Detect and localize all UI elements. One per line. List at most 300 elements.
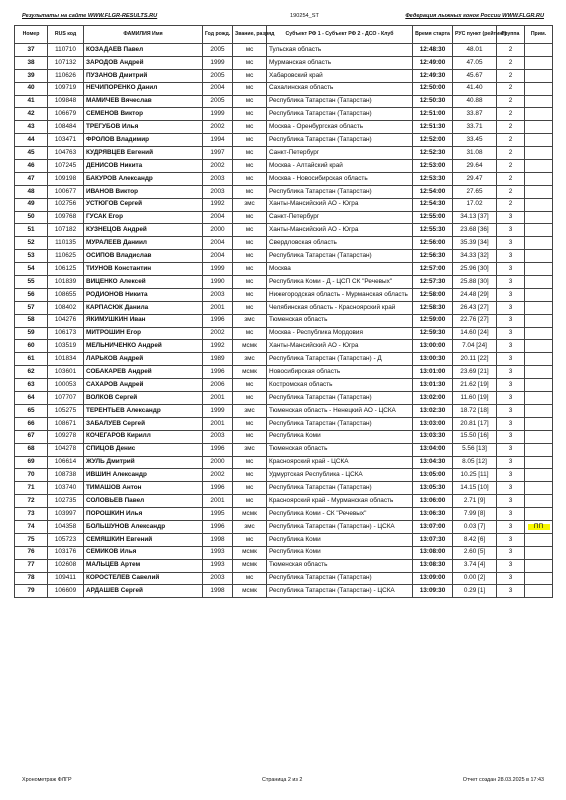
rus-code-cell: 107182 [48, 224, 84, 237]
athlete-name-cell: УСТЮГОВ Сергей [84, 198, 203, 211]
birth-year-cell: 2001 [203, 417, 233, 430]
start-time-cell: 12:50:30 [413, 95, 453, 108]
group-cell: 3 [497, 250, 525, 263]
table-row [15, 224, 553, 237]
bib-number-cell: 52 [15, 237, 48, 250]
note-cell [525, 430, 553, 443]
region-cell: Республика Коми - СК "Речевых" [267, 508, 413, 521]
bib-number-cell: 61 [15, 353, 48, 366]
bib-number-cell: 51 [15, 224, 48, 237]
bib-number-cell: 46 [15, 160, 48, 173]
group-cell: 3 [497, 224, 525, 237]
note-cell [525, 456, 553, 469]
table-row [15, 520, 553, 533]
birth-year-cell: 2001 [203, 301, 233, 314]
table-row [15, 172, 553, 185]
group-cell: 3 [497, 314, 525, 327]
bib-number-cell: 59 [15, 327, 48, 340]
birth-year-cell: 1995 [203, 508, 233, 521]
rus-code-cell: 108655 [48, 288, 84, 301]
group-cell: 3 [497, 301, 525, 314]
group-cell: 3 [497, 327, 525, 340]
group-cell: 3 [497, 288, 525, 301]
rank-cell: мсмк [233, 585, 267, 598]
bib-number-cell: 53 [15, 250, 48, 263]
rank-cell: мс [233, 301, 267, 314]
start-time-cell: 13:07:30 [413, 533, 453, 546]
rank-cell: мс [233, 134, 267, 147]
birth-year-cell: 2002 [203, 327, 233, 340]
start-time-cell: 12:58:30 [413, 301, 453, 314]
rank-cell: мс [233, 495, 267, 508]
table-row [15, 44, 553, 57]
region-cell: Республика Татарстан (Татарстан) [267, 392, 413, 405]
event-code: 190254_ST [290, 13, 319, 19]
col-header-region: Субъект РФ 1 - Субъект РФ 2 - ДСО - Клуб [267, 26, 413, 44]
rank-cell: мсмк [233, 559, 267, 572]
athlete-name-cell: КОЧЕГАРОВ Кирилл [84, 430, 203, 443]
table-row [15, 288, 553, 301]
rank-cell: мс [233, 224, 267, 237]
birth-year-cell: 2004 [203, 211, 233, 224]
athlete-name-cell: САХАРОВ Андрей [84, 379, 203, 392]
region-cell: Тюменская область [267, 559, 413, 572]
start-time-cell: 13:05:30 [413, 482, 453, 495]
birth-year-cell: 2001 [203, 392, 233, 405]
start-time-cell: 13:01:00 [413, 366, 453, 379]
table-row [15, 417, 553, 430]
group-cell: 2 [497, 82, 525, 95]
start-time-cell: 12:48:30 [413, 44, 453, 57]
birth-year-cell: 2006 [203, 379, 233, 392]
rus-code-cell: 108402 [48, 301, 84, 314]
rus-code-cell: 109198 [48, 172, 84, 185]
bib-number-cell: 54 [15, 263, 48, 276]
note-cell [525, 211, 553, 224]
group-cell: 2 [497, 134, 525, 147]
bib-number-cell: 41 [15, 95, 48, 108]
start-time-cell: 12:56:30 [413, 250, 453, 263]
region-cell: Тюменская область - Ненецкий АО - ЦСКА [267, 404, 413, 417]
rank-cell: мс [233, 417, 267, 430]
col-header-rank: Звание, разряд [233, 26, 267, 44]
group-cell: 3 [497, 417, 525, 430]
note-cell [525, 392, 553, 405]
table-row [15, 353, 553, 366]
rus-code-cell: 110625 [48, 250, 84, 263]
table-row [15, 508, 553, 521]
athlete-name-cell: СЕМЯШКИН Евгений [84, 533, 203, 546]
start-time-cell: 12:49:30 [413, 69, 453, 82]
region-cell: Тюменская область [267, 314, 413, 327]
note-cell [525, 250, 553, 263]
birth-year-cell: 1999 [203, 263, 233, 276]
birth-year-cell: 1998 [203, 585, 233, 598]
note-cell [525, 482, 553, 495]
table-row [15, 56, 553, 69]
start-time-cell: 13:09:30 [413, 585, 453, 598]
athlete-name-cell: ВОЛКОВ Сергей [84, 392, 203, 405]
region-cell: Тульская область [267, 44, 413, 57]
note-cell [525, 134, 553, 147]
region-cell: Красноярский край - ЦСКА [267, 456, 413, 469]
rus-points-cell: 0.03 [7] [453, 520, 497, 533]
table-row [15, 546, 553, 559]
birth-year-cell: 1992 [203, 340, 233, 353]
athlete-name-cell: МИТРОШИН Егор [84, 327, 203, 340]
birth-year-cell: 1990 [203, 276, 233, 289]
birth-year-cell: 2001 [203, 495, 233, 508]
rank-cell: мс [233, 147, 267, 160]
col-header-group: Группа [497, 26, 525, 44]
birth-year-cell: 1999 [203, 108, 233, 121]
athlete-name-cell: СОБАКАРЕВ Андрей [84, 366, 203, 379]
note-cell [525, 404, 553, 417]
federation-link[interactable]: Федерация лыжных гонок России WWW.FLGR.RU [405, 13, 544, 19]
start-list-table [14, 25, 553, 598]
athlete-name-cell: ПОРОШКИН Илья [84, 508, 203, 521]
start-time-cell: 13:09:00 [413, 572, 453, 585]
rus-points-cell: 40.88 [453, 95, 497, 108]
rank-cell: мс [233, 572, 267, 585]
rus-code-cell: 102735 [48, 495, 84, 508]
page-number: Страница 2 из 2 [262, 777, 303, 783]
region-cell: Ханты-Мансийский АО - Югра [267, 198, 413, 211]
bib-number-cell: 75 [15, 533, 48, 546]
bib-number-cell: 78 [15, 572, 48, 585]
table-row [15, 108, 553, 121]
note-cell [525, 44, 553, 57]
bib-number-cell: 70 [15, 469, 48, 482]
col-header-start-time: Время старта [413, 26, 453, 44]
group-cell: 3 [497, 572, 525, 585]
athlete-name-cell: ФРОЛОВ Владимир [84, 134, 203, 147]
note-badge: ПП [528, 524, 550, 530]
start-time-cell: 13:07:00 [413, 520, 453, 533]
rank-cell: змс [233, 314, 267, 327]
rus-code-cell: 106614 [48, 456, 84, 469]
region-cell: Республика Татарстан (Татарстан) [267, 95, 413, 108]
region-cell: Республика Татарстан (Татарстан) - ЦСКА [267, 520, 413, 533]
rus-code-cell: 104763 [48, 147, 84, 160]
rank-cell: мс [233, 288, 267, 301]
region-cell: Москва [267, 263, 413, 276]
region-cell: Республика Татарстан (Татарстан) [267, 134, 413, 147]
group-cell: 3 [497, 340, 525, 353]
athlete-name-cell: КУЗНЕЦОВ Андрей [84, 224, 203, 237]
group-cell: 2 [497, 95, 525, 108]
rus-points-cell: 15.50 [16] [453, 430, 497, 443]
region-cell: Санкт-Петербург [267, 211, 413, 224]
rus-code-cell: 102608 [48, 559, 84, 572]
region-cell: Хабаровский край [267, 69, 413, 82]
note-cell [525, 340, 553, 353]
athlete-name-cell: ТИМАШОВ Антон [84, 482, 203, 495]
note-cell [525, 121, 553, 134]
rus-code-cell: 105275 [48, 404, 84, 417]
page-header [22, 13, 544, 25]
rus-code-cell: 106173 [48, 327, 84, 340]
rus-points-cell: 14.15 [10] [453, 482, 497, 495]
athlete-name-cell: КАРПАСЮК Данила [84, 301, 203, 314]
rank-cell: мс [233, 250, 267, 263]
rus-points-cell: 7.99 [8] [453, 508, 497, 521]
start-time-cell: 13:04:30 [413, 456, 453, 469]
region-cell: Новосибирская область [267, 366, 413, 379]
note-cell [525, 508, 553, 521]
rus-points-cell: 47.05 [453, 56, 497, 69]
col-header-rus-points: РУС пункт (рейтинг) [453, 26, 497, 44]
region-cell: Красноярский край - Мурманская область [267, 495, 413, 508]
athlete-name-cell: ЛАРЬКОВ Андрей [84, 353, 203, 366]
note-cell [525, 443, 553, 456]
note-cell [525, 366, 553, 379]
rus-points-cell: 11.60 [19] [453, 392, 497, 405]
table-row [15, 263, 553, 276]
region-cell: Москва - Алтайский край [267, 160, 413, 173]
bib-number-cell: 47 [15, 172, 48, 185]
note-cell [525, 263, 553, 276]
rank-cell: мс [233, 263, 267, 276]
rus-points-cell: 41.40 [453, 82, 497, 95]
table-row [15, 430, 553, 443]
athlete-name-cell: КУДРЯВЦЕВ Евгений [84, 147, 203, 160]
group-cell: 3 [497, 353, 525, 366]
birth-year-cell: 2005 [203, 44, 233, 57]
athlete-name-cell: ВИЦЕНКО Алексей [84, 276, 203, 289]
rank-cell: мс [233, 108, 267, 121]
birth-year-cell: 2004 [203, 237, 233, 250]
group-cell: 3 [497, 508, 525, 521]
athlete-name-cell: ЖУЛЬ Дмитрий [84, 456, 203, 469]
birth-year-cell: 2003 [203, 572, 233, 585]
birth-year-cell: 2002 [203, 121, 233, 134]
rus-points-cell: 33.71 [453, 121, 497, 134]
athlete-name-cell: ЯКИМУШКИН Иван [84, 314, 203, 327]
rus-points-cell: 5.56 [13] [453, 443, 497, 456]
bib-number-cell: 71 [15, 482, 48, 495]
note-cell [525, 585, 553, 598]
timing-credit: Хронометраж ФЛГР [22, 777, 72, 783]
rus-code-cell: 109411 [48, 572, 84, 585]
region-cell: Удмуртская Республика - ЦСКА [267, 469, 413, 482]
athlete-name-cell: БАКУРОВ Александр [84, 172, 203, 185]
start-time-cell: 12:54:00 [413, 185, 453, 198]
birth-year-cell: 1994 [203, 134, 233, 147]
bib-number-cell: 68 [15, 443, 48, 456]
rus-code-cell: 104278 [48, 443, 84, 456]
start-time-cell: 12:59:00 [413, 314, 453, 327]
rus-points-cell: 35.39 [34] [453, 237, 497, 250]
rus-points-cell: 10.25 [11] [453, 469, 497, 482]
note-cell [525, 56, 553, 69]
athlete-name-cell: КОЗАДАЕВ Павел [84, 44, 203, 57]
col-header-number: Номер [15, 26, 48, 44]
start-time-cell: 12:54:30 [413, 198, 453, 211]
region-cell: Республика Коми [267, 430, 413, 443]
rus-points-cell: 20.11 [22] [453, 353, 497, 366]
note-cell [525, 520, 553, 533]
start-time-cell: 13:01:30 [413, 379, 453, 392]
bib-number-cell: 66 [15, 417, 48, 430]
athlete-name-cell: СОЛОВЬЕВ Павел [84, 495, 203, 508]
athlete-name-cell: ПУЗАНОВ Дмитрий [84, 69, 203, 82]
rus-points-cell: 45.67 [453, 69, 497, 82]
note-cell [525, 417, 553, 430]
bib-number-cell: 44 [15, 134, 48, 147]
rus-code-cell: 106125 [48, 263, 84, 276]
rank-cell: змс [233, 404, 267, 417]
birth-year-cell: 2005 [203, 95, 233, 108]
region-cell: Республика Коми [267, 533, 413, 546]
note-cell [525, 327, 553, 340]
table-row [15, 82, 553, 95]
group-cell: 3 [497, 211, 525, 224]
start-time-cell: 13:02:30 [413, 404, 453, 417]
group-cell: 3 [497, 469, 525, 482]
region-cell: Москва - Новосибирская область [267, 172, 413, 185]
athlete-name-cell: ЗАБАЛУЕВ Сергей [84, 417, 203, 430]
group-cell: 2 [497, 185, 525, 198]
bib-number-cell: 56 [15, 288, 48, 301]
bib-number-cell: 37 [15, 44, 48, 57]
rus-code-cell: 108738 [48, 469, 84, 482]
bib-number-cell: 74 [15, 520, 48, 533]
table-row [15, 443, 553, 456]
bib-number-cell: 69 [15, 456, 48, 469]
athlete-name-cell: МЕЛЬНИЧЕНКО Андрей [84, 340, 203, 353]
group-cell: 3 [497, 456, 525, 469]
athlete-name-cell: МАЛЬЦЕВ Артем [84, 559, 203, 572]
start-time-cell: 13:06:00 [413, 495, 453, 508]
birth-year-cell: 1993 [203, 546, 233, 559]
bib-number-cell: 42 [15, 108, 48, 121]
athlete-name-cell: СЕМЕНОВ Виктор [84, 108, 203, 121]
rus-points-cell: 48.01 [453, 44, 497, 57]
rus-code-cell: 109278 [48, 430, 84, 443]
rus-points-cell: 2.60 [5] [453, 546, 497, 559]
table-row [15, 250, 553, 263]
bib-number-cell: 55 [15, 276, 48, 289]
start-time-cell: 12:52:30 [413, 147, 453, 160]
rus-points-cell: 26.43 [27] [453, 301, 497, 314]
rus-points-cell: 33.87 [453, 108, 497, 121]
birth-year-cell: 2002 [203, 160, 233, 173]
bib-number-cell: 60 [15, 340, 48, 353]
rus-points-cell: 0.29 [1] [453, 585, 497, 598]
rank-cell: мс [233, 95, 267, 108]
table-row [15, 572, 553, 585]
col-header-name: ФАМИЛИЯ Имя [84, 26, 203, 44]
rus-points-cell: 24.48 [29] [453, 288, 497, 301]
region-cell: Санкт-Петербург [267, 147, 413, 160]
birth-year-cell: 1999 [203, 56, 233, 69]
table-row [15, 185, 553, 198]
group-cell: 3 [497, 495, 525, 508]
group-cell: 2 [497, 44, 525, 57]
athlete-name-cell: МАМИЧЕВ Вячеслав [84, 95, 203, 108]
bib-number-cell: 63 [15, 379, 48, 392]
rus-points-cell: 7.04 [24] [453, 340, 497, 353]
rank-cell: мс [233, 211, 267, 224]
note-cell [525, 288, 553, 301]
note-cell [525, 469, 553, 482]
note-cell [525, 495, 553, 508]
region-cell: Республика Татарстан (Татарстан) [267, 482, 413, 495]
group-cell: 3 [497, 366, 525, 379]
table-row [15, 95, 553, 108]
table-row [15, 198, 553, 211]
bib-number-cell: 67 [15, 430, 48, 443]
rank-cell: мс [233, 379, 267, 392]
group-cell: 3 [497, 404, 525, 417]
rus-points-cell: 29.47 [453, 172, 497, 185]
birth-year-cell: 2002 [203, 469, 233, 482]
start-time-cell: 13:08:30 [413, 559, 453, 572]
start-time-cell: 13:06:30 [413, 508, 453, 521]
bib-number-cell: 64 [15, 392, 48, 405]
start-time-cell: 12:50:00 [413, 82, 453, 95]
birth-year-cell: 1993 [203, 559, 233, 572]
athlete-name-cell: ИВАНОВ Виктор [84, 185, 203, 198]
note-cell [525, 546, 553, 559]
birth-year-cell: 1996 [203, 482, 233, 495]
rank-cell: змс [233, 353, 267, 366]
group-cell: 3 [497, 482, 525, 495]
rus-code-cell: 101839 [48, 276, 84, 289]
region-cell: Республика Коми [267, 546, 413, 559]
rus-points-cell: 25.88 [30] [453, 276, 497, 289]
bib-number-cell: 48 [15, 185, 48, 198]
rus-points-cell: 8.42 [6] [453, 533, 497, 546]
birth-year-cell: 2004 [203, 250, 233, 263]
rus-code-cell: 100053 [48, 379, 84, 392]
rus-points-cell: 21.62 [19] [453, 379, 497, 392]
bib-number-cell: 72 [15, 495, 48, 508]
birth-year-cell: 1992 [203, 198, 233, 211]
note-cell [525, 572, 553, 585]
note-cell [525, 379, 553, 392]
rus-code-cell: 103519 [48, 340, 84, 353]
athlete-name-cell: КОРОСТЕЛЕВ Савелий [84, 572, 203, 585]
rus-points-cell: 23.69 [21] [453, 366, 497, 379]
rus-points-cell: 27.65 [453, 185, 497, 198]
rus-points-cell: 14.60 [24] [453, 327, 497, 340]
rus-code-cell: 109719 [48, 82, 84, 95]
table-row [15, 314, 553, 327]
note-cell [525, 353, 553, 366]
table-row [15, 121, 553, 134]
table-row [15, 585, 553, 598]
start-time-cell: 12:56:00 [413, 237, 453, 250]
group-cell: 3 [497, 237, 525, 250]
rus-code-cell: 105723 [48, 533, 84, 546]
region-cell: Мурманская область [267, 56, 413, 69]
athlete-name-cell: ОСИПОВ Владислав [84, 250, 203, 263]
region-cell: Сахалинская область [267, 82, 413, 95]
group-cell: 3 [497, 430, 525, 443]
rus-code-cell: 101834 [48, 353, 84, 366]
group-cell: 2 [497, 160, 525, 173]
rank-cell: мс [233, 185, 267, 198]
rus-code-cell: 110710 [48, 44, 84, 57]
rank-cell: мс [233, 121, 267, 134]
rus-code-cell: 110135 [48, 237, 84, 250]
region-cell: Костромская область [267, 379, 413, 392]
birth-year-cell: 1996 [203, 443, 233, 456]
results-site-link[interactable]: Результаты на сайте WWW.FLGR-RESULTS.RU [22, 13, 158, 19]
birth-year-cell: 2003 [203, 288, 233, 301]
